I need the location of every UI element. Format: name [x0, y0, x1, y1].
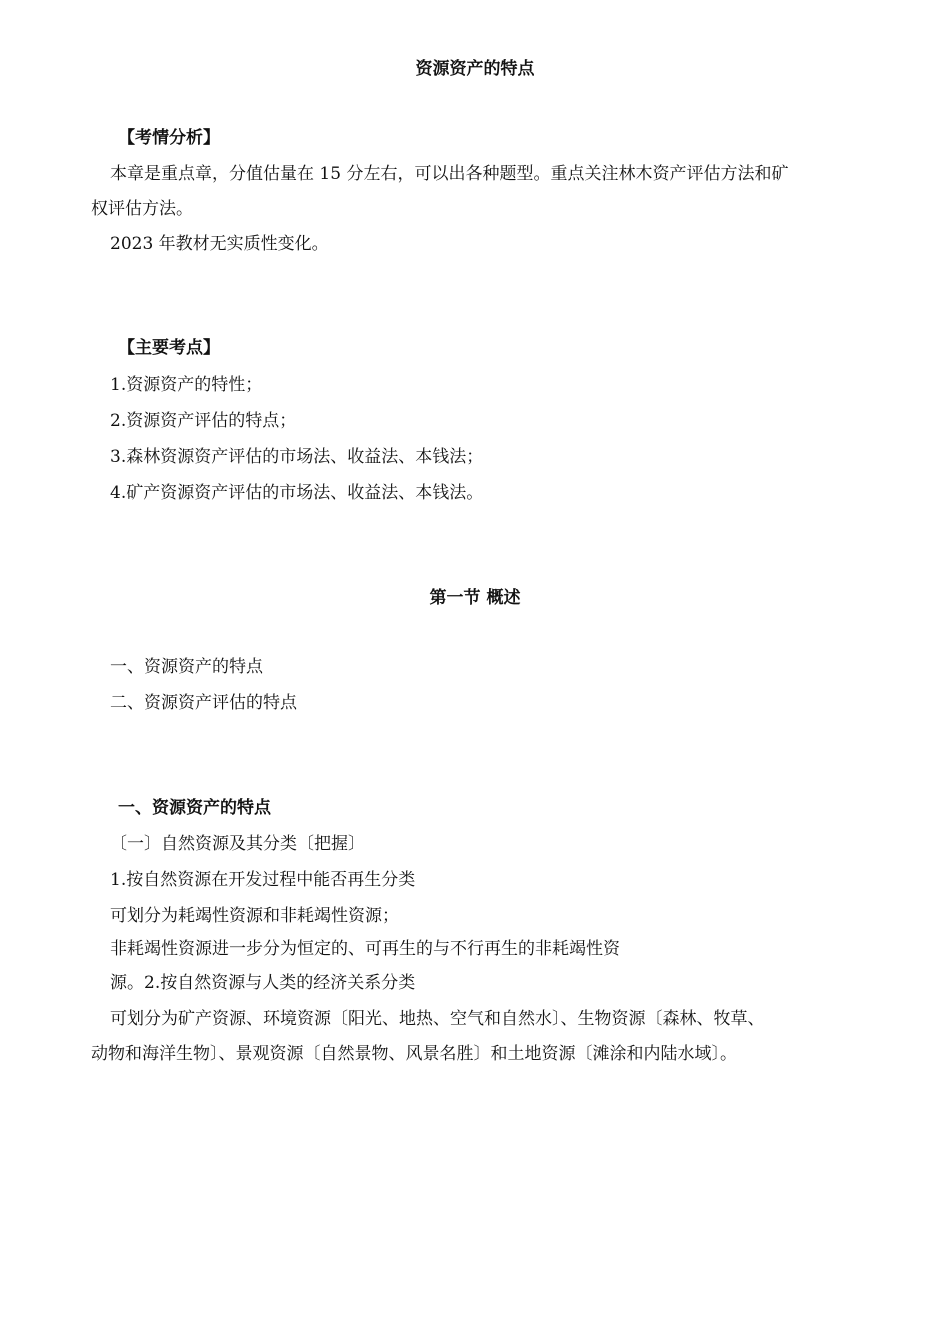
document-title: 资源资产的特点 [415, 59, 535, 79]
subsection-sub1: 〔一〕自然资源及其分类〔把握〕 [110, 834, 365, 854]
section-title: 第一节 概述 [429, 588, 521, 608]
subsection-text-4-line-1: 可划分为矿产资源、环境资源〔阳光、地热、空气和自然水〕、生物资源〔森林、牧草、 [110, 1009, 765, 1029]
subsection-text-1: 可划分为耗竭性资源和非耗竭性资源； [110, 906, 399, 926]
key-point-item: 2.资源资产评估的特点； [110, 411, 297, 431]
key-point-item: 1.资源资产的特性； [110, 375, 263, 395]
key-point-item: 4.矿产资源资产评估的市场法、收益法、本钱法。 [110, 483, 484, 503]
subsection-text-2: 非耗竭性资源进一步分为恒定的、可再生的与不行再生的非耗竭性资 [110, 939, 620, 959]
outline-item: 一、资源资产的特点 [110, 657, 263, 677]
analysis-heading: 【考情分析】 [118, 128, 220, 148]
analysis-paragraph-line-2: 权评估方法。 [91, 199, 193, 219]
subsection-text-3: 源。2.按自然资源与人类的经济关系分类 [110, 973, 416, 993]
key-point-item: 3.森林资源资产评估的市场法、收益法、本钱法； [110, 447, 484, 467]
key-points-heading: 【主要考点】 [118, 338, 220, 358]
analysis-paragraph-line-1: 本章是重点章，分值估量在 15 分左右，可以出各种题型。重点关注林木资产评估方法和矿 [110, 164, 789, 184]
subsection-text-4-line-2: 动物和海洋生物〕、景观资源〔自然景物、风景名胜〕和土地资源〔滩涂和内陆水域〕。 [91, 1044, 737, 1064]
analysis-paragraph-2: 2023 年教材无实质性变化。 [110, 234, 329, 254]
subsection-item-1: 1.按自然资源在开发过程中能否再生分类 [110, 870, 416, 890]
subsection-heading: 一、资源资产的特点 [118, 798, 271, 818]
outline-item: 二、资源资产评估的特点 [110, 693, 297, 713]
